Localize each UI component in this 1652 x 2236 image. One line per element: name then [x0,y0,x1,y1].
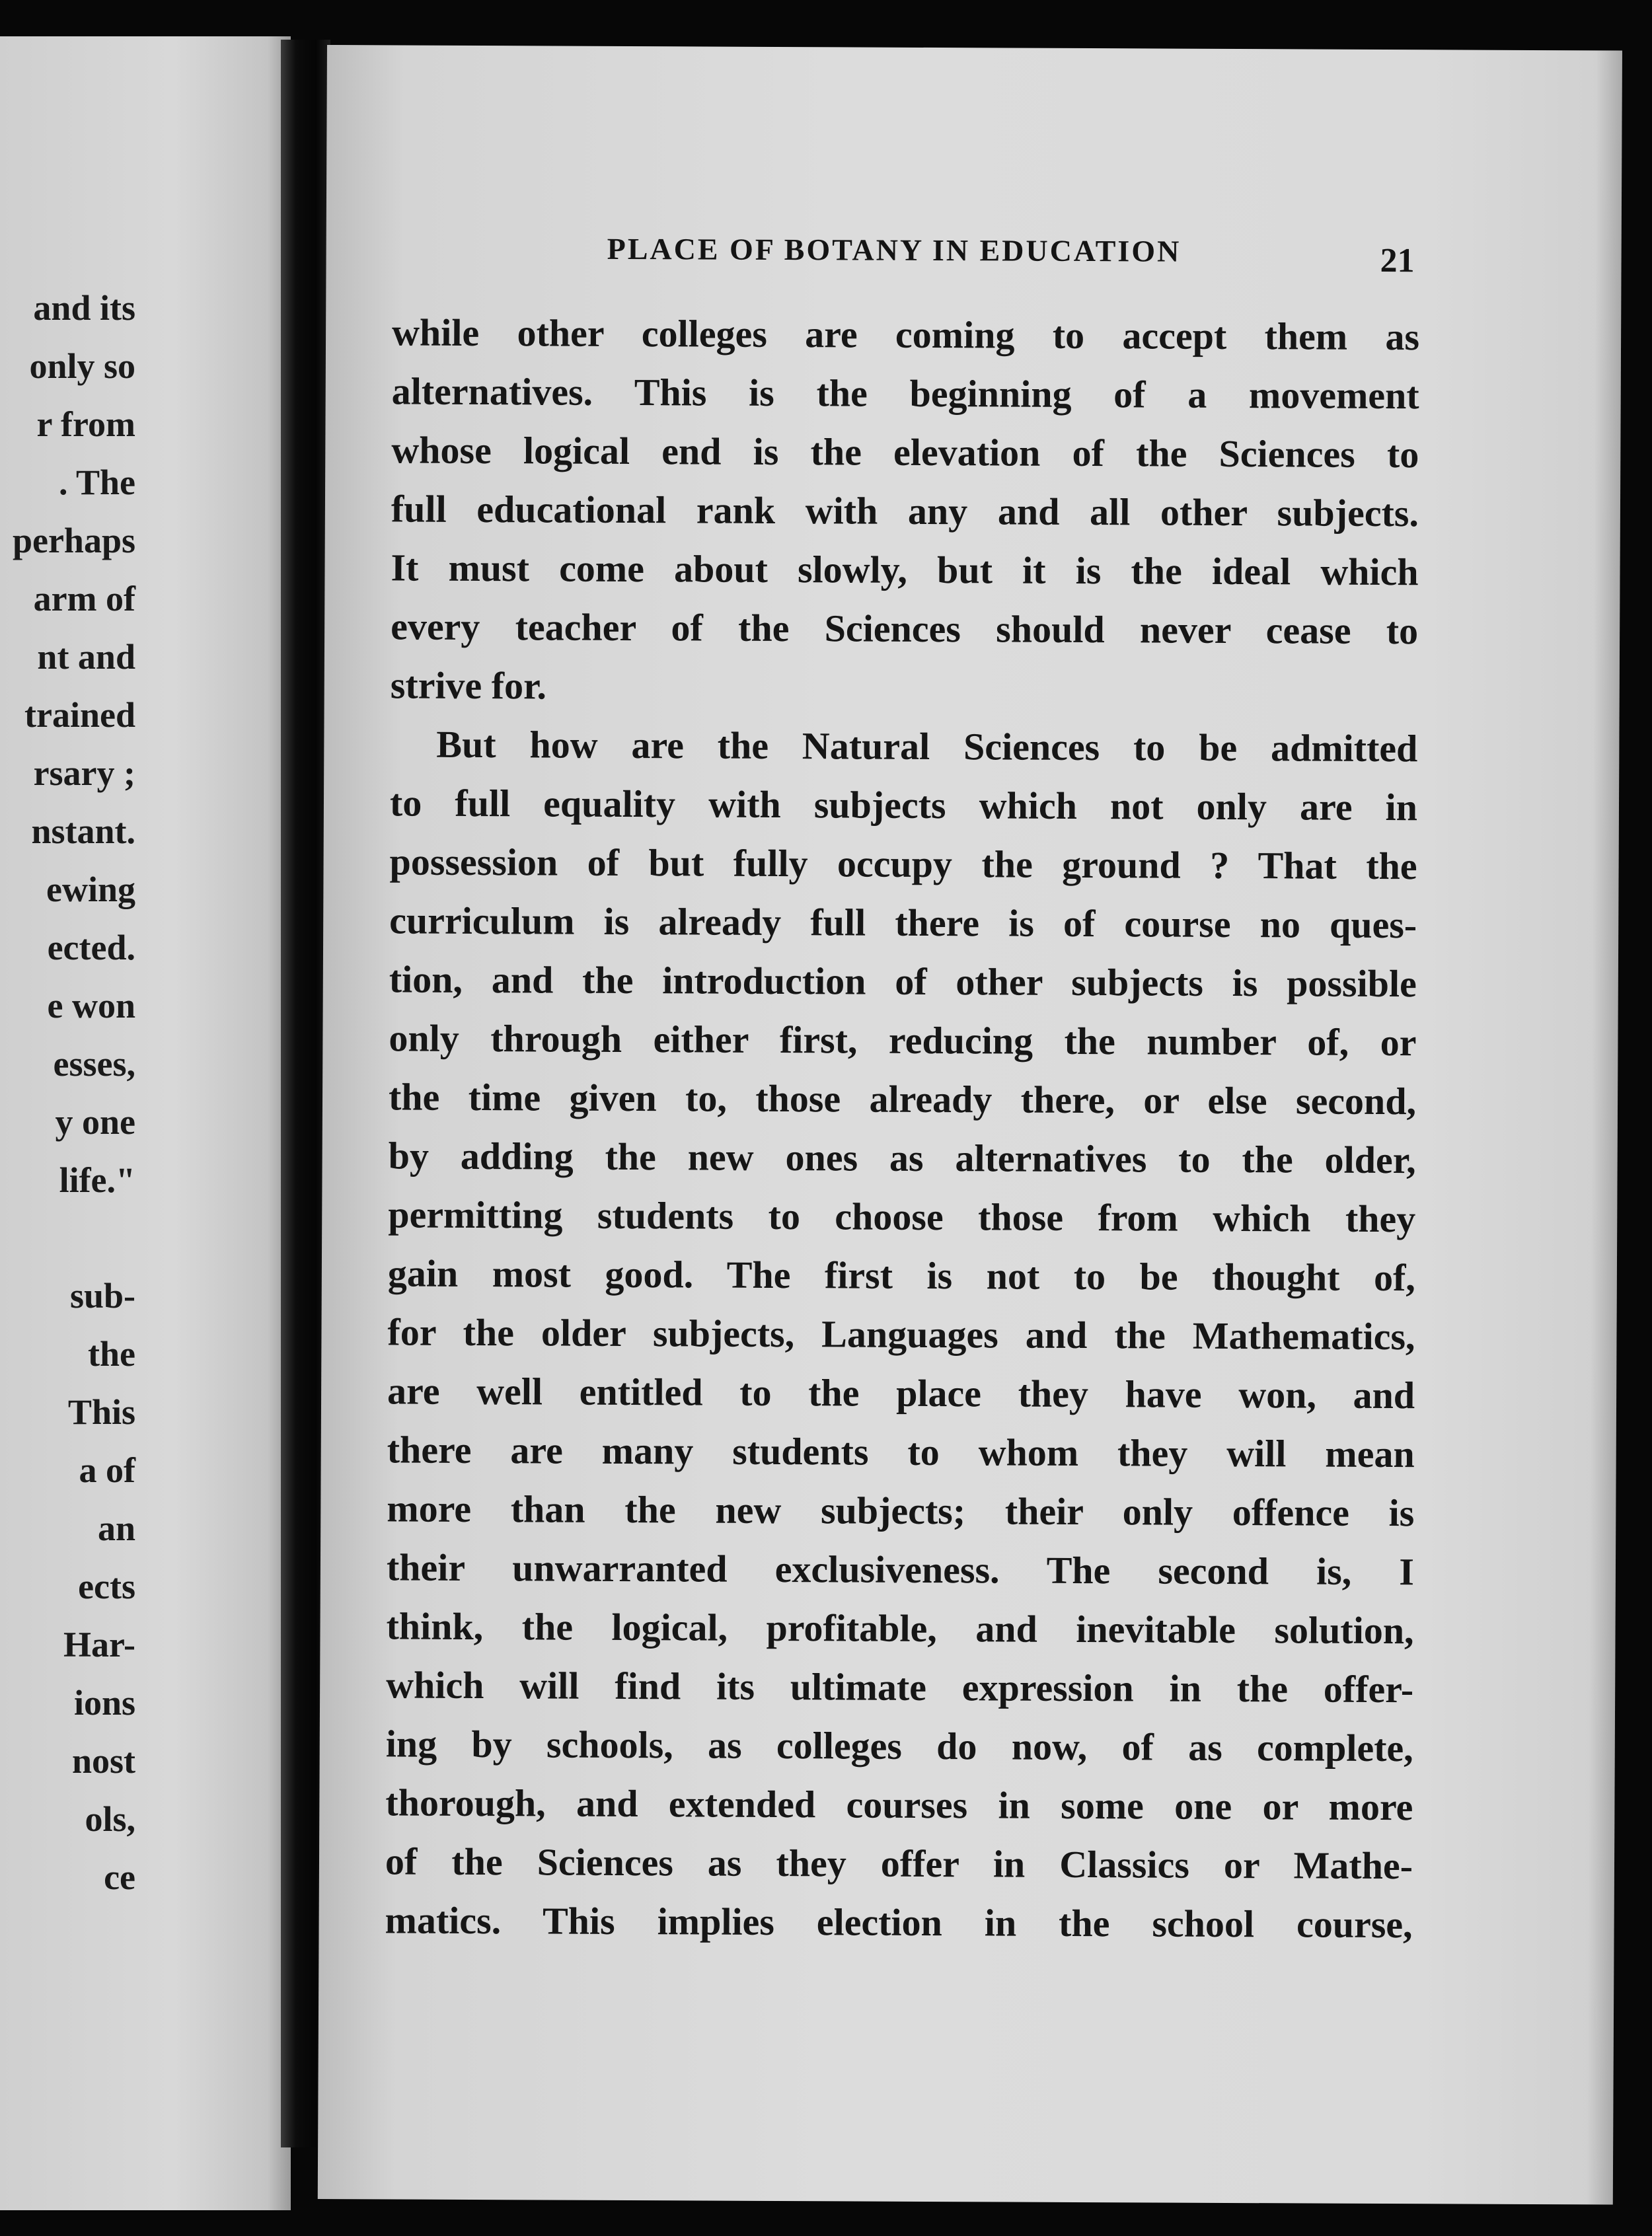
left-page-text-fragment: e won [47,986,135,1025]
left-page-text-fragment: ols, [85,1799,135,1839]
body-text [385,303,1419,1954]
text-line: of the Sciences as they offer in Classics or Mathe- [385,1840,1413,1888]
text-line: possession of but fully occupy the ground ? That the [389,840,1417,888]
text-line: But how are the Natural Sciences to be admitted [436,722,1418,770]
page-edge-shadow [1587,50,1622,2204]
left-page-text-fragment: . The [58,463,135,502]
text-line: for the older subjects, Languages and the Mathematics, [387,1310,1415,1359]
left-page-text-fragment: a of [79,1450,135,1490]
left-page-text-fragment: This [67,1392,135,1432]
text-line: their unwarranted exclusiveness. The second is, I [386,1546,1415,1594]
left-page-text-fragment: ewing [46,870,135,909]
text-line: to full equality with subjects which not only are in [389,781,1418,829]
text-line: permitting students to choose those from which they [388,1193,1416,1241]
text-line: whose logical end is the elevation of the Sciences to [391,428,1419,476]
left-page-fragment [0,36,291,2210]
text-line: by adding the new ones as alternatives to the older, [388,1134,1416,1182]
left-page-text-fragment: the [88,1334,135,1374]
text-line: which will find its ultimate expression in the offer- [386,1663,1414,1711]
text-line: alternatives. This is the beginning of a movement [391,369,1419,418]
text-line: It must come about slowly, but it is the ideal which [391,546,1419,594]
text-line: ing by schools, as colleges do now, of as complete, [385,1722,1413,1770]
left-page-text-fragment: nt and [37,637,135,677]
left-page-text-fragment: nstant. [31,811,135,851]
text-line: are well entitled to the place they have won, and [387,1369,1415,1417]
left-page-text-fragment: esses, [53,1044,135,1084]
text-line: more than the new subjects; their only offence is [387,1487,1415,1535]
text-line: the time given to, those already there, or else second, [388,1075,1417,1123]
left-page-text-fragment: and its [33,288,135,328]
text-line: gain most good. The first is not to be thought of, [387,1251,1416,1300]
left-page-text-fragment: y one [55,1102,135,1142]
left-page-text-fragment: ions [73,1683,135,1723]
left-page-text-fragment: nost [71,1741,135,1781]
text-line: while other colleges are coming to accept them as [391,311,1420,359]
text-line: tion, and the introduction of other subjects is possible [389,957,1417,1006]
left-page-text-fragment: trained [24,695,135,735]
page-number: 21 [1380,241,1415,280]
left-page-text-fragment: ce [104,1857,135,1897]
right-page [318,45,1622,2205]
left-page-text-fragment: perhaps [12,521,135,560]
text-line: curriculum is already full there is of course no ques- [389,899,1417,947]
left-page-text-fragment: an [97,1509,135,1548]
text-line: there are many students to whom they will mean [387,1428,1415,1476]
left-page-text-fragment: r from [36,404,135,444]
paragraph [385,714,1417,1954]
text-line: only through either first, reducing the number of, or [389,1016,1417,1064]
paragraph [391,303,1420,719]
left-page-text-fragment: ects [78,1567,135,1606]
running-head: PLACE OF BOTANY IN EDUCATION [607,231,1182,268]
left-page-text-fragment: rsary ; [33,753,135,793]
text-line: think, the logical, profitable, and inevitable solution, [386,1604,1414,1653]
text-line: every teacher of the Sciences should never cease to [391,605,1419,653]
left-page-text-fragment: sub- [69,1276,135,1316]
text-line: matics. This implies election in the school course, [385,1898,1413,1947]
left-page-text-fragment: ected. [47,928,135,967]
text-line: full educational rank with any and all other subjects. [391,487,1419,535]
left-page-text-fragment: only so [29,346,135,386]
text-line: strive for. [390,663,547,708]
text-line: thorough, and extended courses in some one or more [385,1781,1413,1829]
left-page-text-fragment: life." [59,1160,135,1200]
left-page-text-fragment: arm of [33,579,135,618]
left-page-text-fragment: Har- [63,1625,135,1664]
